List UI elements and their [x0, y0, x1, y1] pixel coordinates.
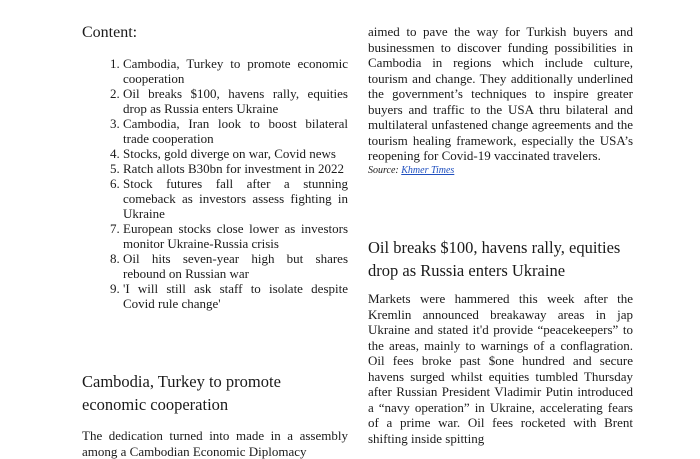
article-1 [82, 370, 348, 459]
toc-item[interactable]: 2. Oil breaks $100, havens rally, equities drop as Russia enters Ukraine [123, 86, 348, 116]
toc-item[interactable]: 5. Ratch allots B30bn for investment in 2022 [123, 161, 348, 176]
toc-item[interactable]: 8. Oil hits seven-year high but shares rebound on Russian war [123, 251, 348, 281]
article-2-heading: Oil breaks $100, havens rally, equities drop as Russia enters Ukraine [368, 238, 621, 280]
toc-item[interactable]: 4. Stocks, gold diverge on war, Covid news [123, 146, 348, 161]
toc-item[interactable]: 6. Stock futures fall after a stunning comeback as investors assess fighting in Ukraine [123, 176, 348, 221]
toc-heading: Content: [82, 24, 138, 41]
toc-item[interactable]: 1. Cambodia, Turkey to promote economic cooperation [123, 56, 348, 86]
article-2 [368, 236, 633, 446]
article-1-source [368, 164, 633, 177]
toc-item[interactable]: 3. Cambodia, Iran look to boost bilateral trade cooperation [123, 116, 348, 146]
source-link[interactable]: Khmer Times [401, 164, 455, 176]
toc-item[interactable]: 9. 'I will still ask staff to isolate despite Covid rule change' [123, 281, 348, 311]
article-1-body-continued: aimed to pave the way for Turkish buyers and businessmen to discover funding possibilities in Cambodia in regions which include culture, tourism and change. They additionally underlined the government’s techniques to inspire greater buyers and traffic to the USA thru bilateral and multilateral unfastened change agreements and the tourism healing framework, especially the USA’s reopening for Covid-19 vaccinated travelers. [368, 24, 633, 163]
article-1-body-start: The dedication turned into made in a assembly among a Cambodian Economic Diplomacy [82, 428, 348, 459]
table-of-contents [82, 56, 348, 311]
source-label: Source: [368, 164, 399, 176]
article-1-continued [368, 24, 633, 177]
article-2-body: Markets were hammered this week after the Kremlin announced breakaway areas in jap Ukraine and stated it'd provide “peacekeepers” to the areas, mainly to warnings of a conflagration. Oil fees broke past $one hundred and secure havens surged whilst equities tumbled Thursday after Russian President Vladimir Putin introduced a “navy operation” in Ukraine, accelerating fears of a prime war. Oil fees rocketed with Brent shifting inside spitting [368, 291, 633, 446]
toc-item[interactable]: 7. European stocks close lower as investors monitor Ukraine-Russia crisis [123, 221, 348, 251]
article-1-heading: Cambodia, Turkey to promote economic cooperation [82, 372, 281, 414]
